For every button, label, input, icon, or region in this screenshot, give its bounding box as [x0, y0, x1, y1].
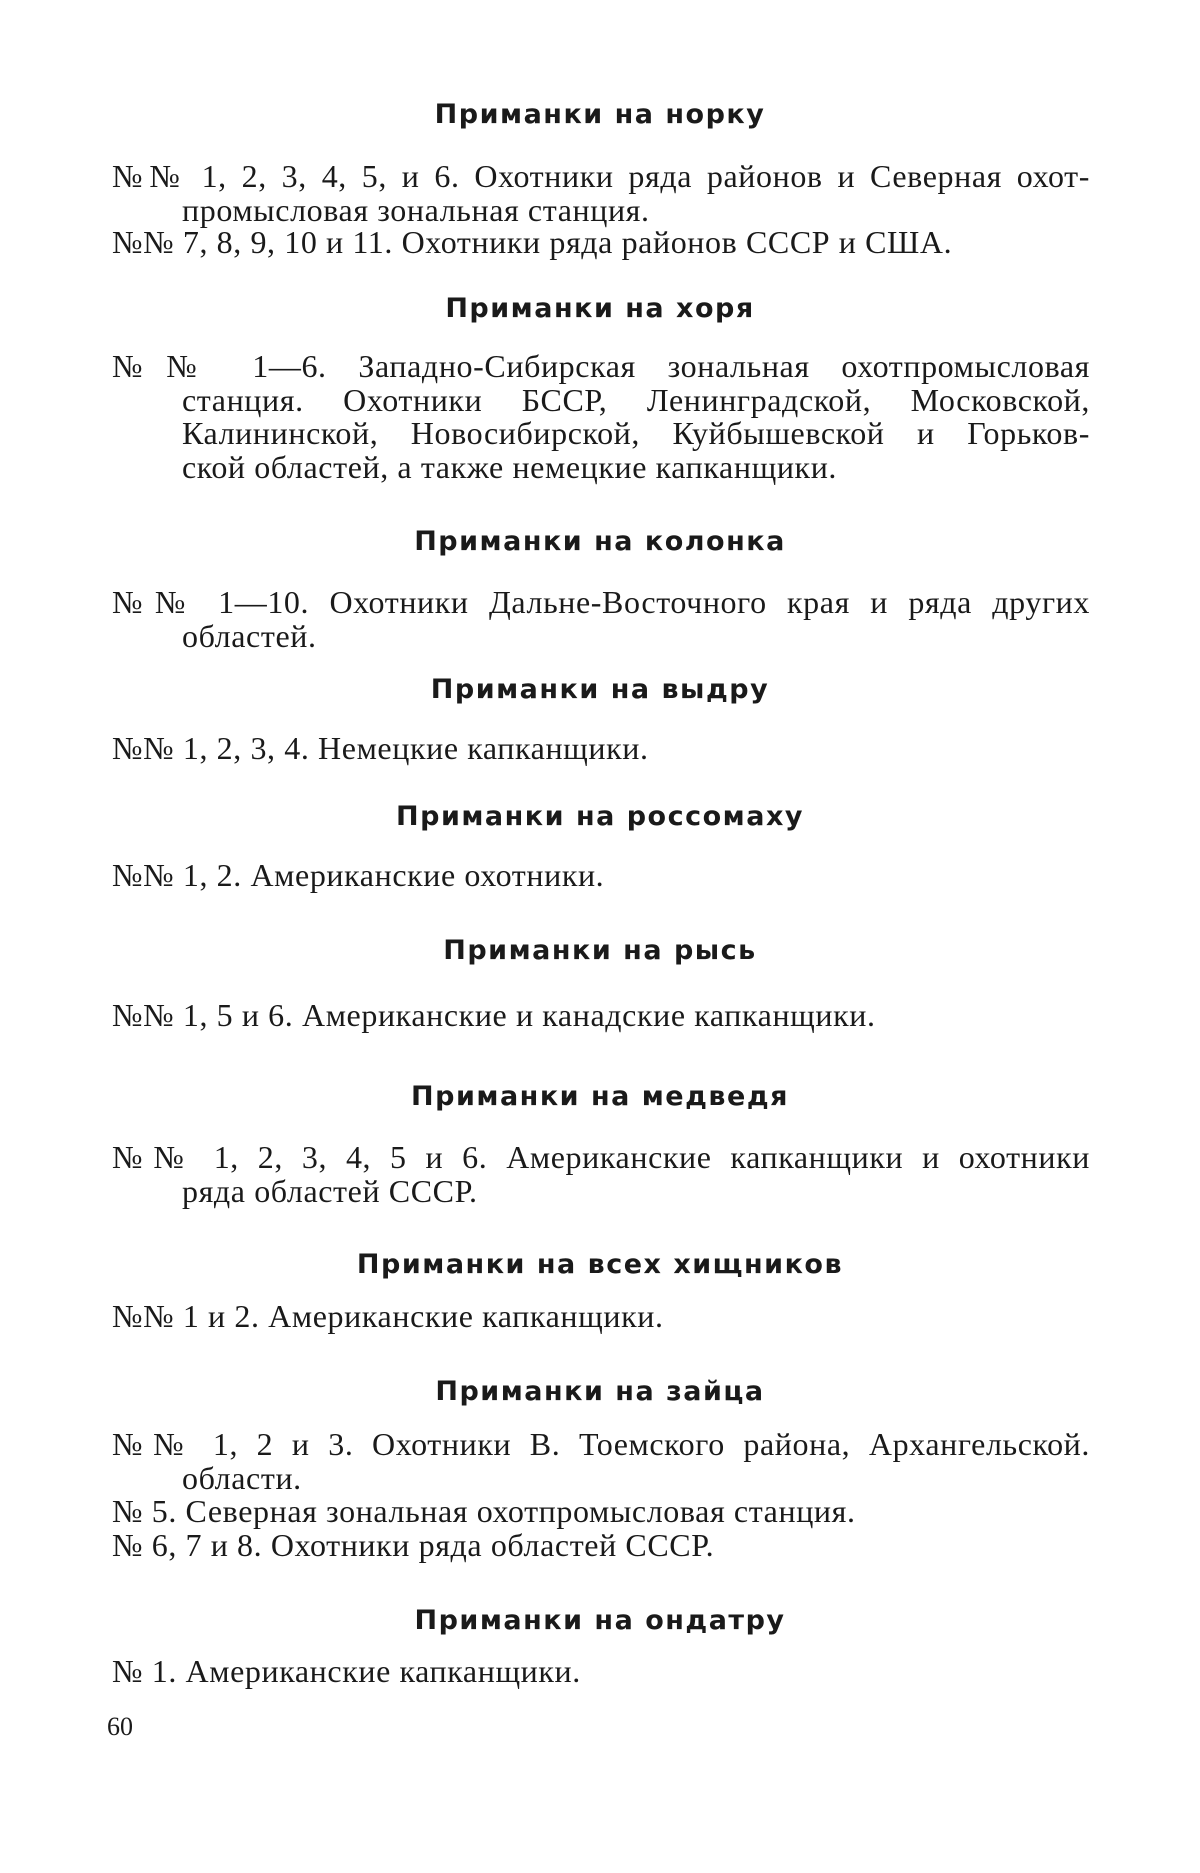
entry-hare-1	[112, 1428, 1090, 1495]
entry-line: области.	[182, 1459, 302, 1496]
entry-line: Калининской, Новосибирской, Куйбышевской и Горьков-	[182, 415, 1090, 451]
section-heading-lynx: Приманки на рысь	[443, 935, 757, 966]
entry-line: № 5. Северная зональная охотпромысловая станция.	[112, 1493, 856, 1529]
entry-line: промысловая зональная станция.	[182, 191, 650, 228]
entry-line: №№ 1 и 2. Американские капканщики.	[112, 1298, 664, 1334]
entry-lynx-1	[112, 999, 1090, 1033]
entry-mink-1	[112, 160, 1090, 227]
section-heading-polecat: Приманки на хоря	[445, 293, 755, 324]
section-heading-hare: Приманки на зайца	[435, 1376, 765, 1407]
entry-muskrat-1	[112, 1655, 1090, 1689]
entry-line: ской областей, а также немецкие капканщики.	[182, 448, 838, 485]
entry-hare-2	[112, 1495, 1090, 1529]
section-heading-all-predators: Приманки на всех хищников	[356, 1249, 844, 1280]
entry-bear-1	[112, 1141, 1090, 1208]
section-heading-otter: Приманки на выдру	[430, 674, 770, 705]
entry-wolverine-1	[112, 859, 1090, 893]
section-heading-bear: Приманки на медведя	[411, 1081, 789, 1112]
entry-line: №№ 1, 2 и 3. Охотники В. Тоемского района, Архангельской.	[112, 1426, 1090, 1462]
entry-line: № 6, 7 и 8. Охотники ряда областей СССР.	[112, 1527, 715, 1563]
entry-line: №№ 1, 2, 3, 4, 5, и 6. Охотники ряда районов и Северная охот-	[112, 158, 1090, 194]
entry-line: №№ 1, 2, 3, 4. Немецкие капканщики.	[112, 730, 649, 766]
entry-line: №№ 7, 8, 9, 10 и 11. Охотники ряда районов СССР и США.	[112, 224, 953, 260]
entry-line: ряда областей СССР.	[182, 1172, 478, 1209]
entry-line: областей.	[182, 617, 317, 654]
entry-line: № 1. Американские капканщики.	[112, 1653, 581, 1689]
section-heading-kolinsky: Приманки на колонка	[414, 526, 786, 557]
entry-kolinsky-1	[112, 586, 1090, 653]
entry-otter-1	[112, 732, 1090, 766]
entry-line: станция. Охотники БССР, Ленинградской, Московской,	[182, 381, 1090, 418]
entry-all-predators-1	[112, 1300, 1090, 1334]
entry-line: №№ 1—10. Охотники Дальне-Восточного края и ряда других	[112, 584, 1090, 620]
section-heading-muskrat: Приманки на ондатру	[414, 1605, 786, 1636]
entry-polecat-1	[112, 350, 1090, 484]
section-heading-wolverine: Приманки на россомаху	[396, 801, 804, 832]
entry-mink-2	[112, 226, 1090, 260]
entry-hare-3	[112, 1529, 1090, 1563]
section-heading-mink: Приманки на норку	[434, 99, 766, 130]
page-number: 60	[107, 1712, 133, 1741]
entry-line: №№ 1, 2. Американские охотники.	[112, 857, 605, 893]
entry-line: №№ 1, 5 и 6. Американские и канадские капканщики.	[112, 997, 876, 1033]
entry-line: №№ 1, 2, 3, 4, 5 и 6. Американские капканщики и охотники	[112, 1139, 1090, 1175]
entry-line: №№ 1—6. Западно-Сибирская зональная охотпромысловая	[112, 348, 1090, 384]
